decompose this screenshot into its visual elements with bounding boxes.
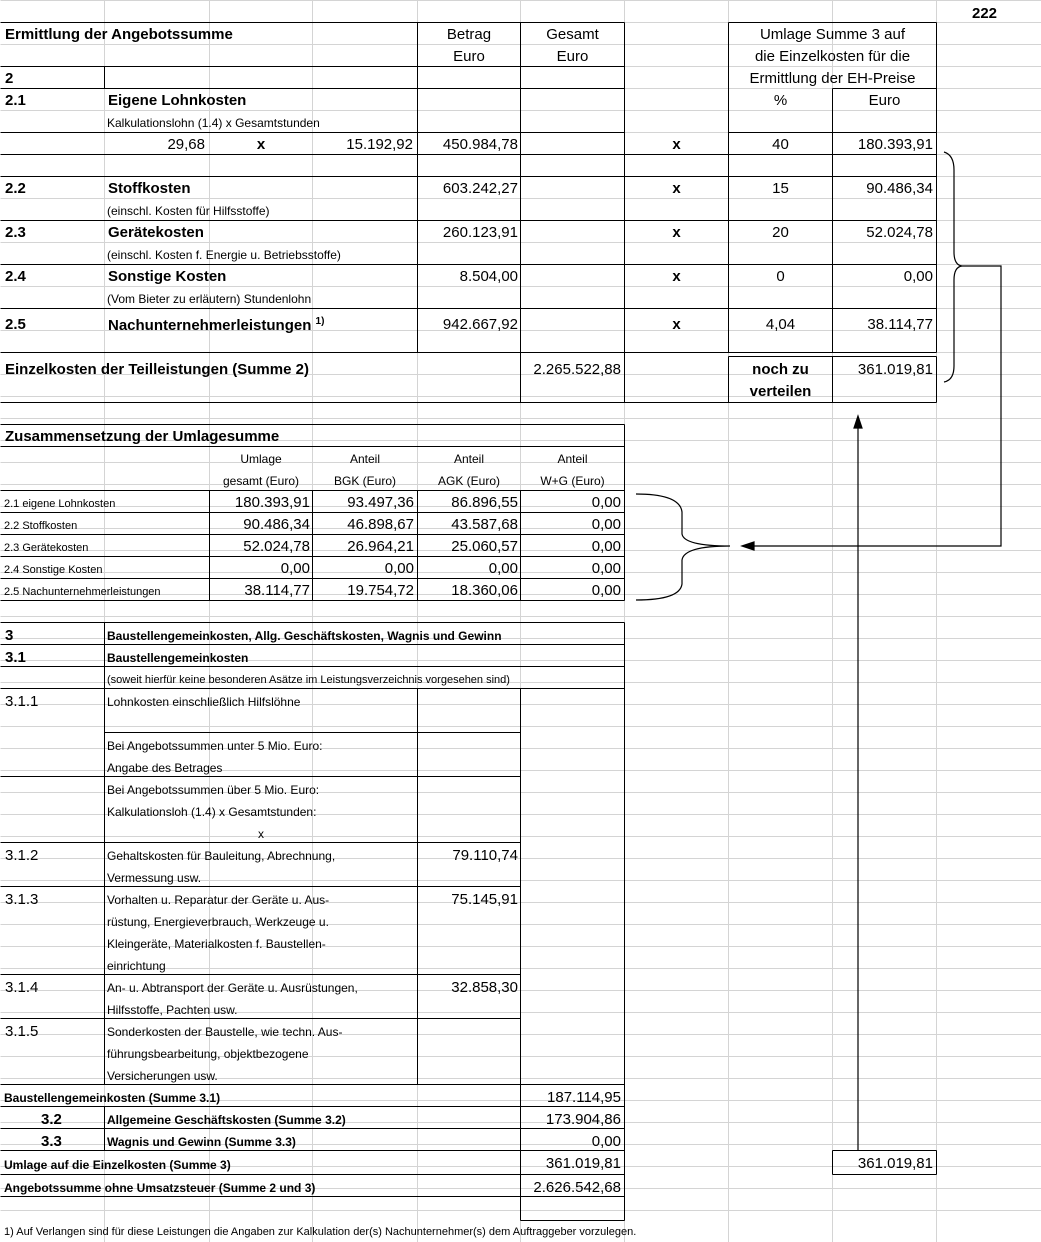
row-2-3-betrag: 260.123,91 [442,224,518,241]
umlage-row-label: 2.5 Nachunternehmerleistungen [4,586,161,598]
umlage-row-bgk: 46.898,67 [347,516,414,533]
item-3-1-2-value: 79.110,74 [452,847,518,864]
arrow-up-icon [854,416,862,428]
row-2-1-euro: 180.393,91 [857,136,933,153]
summe-3-2-value: 173.904,86 [545,1111,621,1128]
over-5-mio-x: x [258,827,264,841]
col-wg-header: Anteil [557,452,588,466]
row-2-5-euro: 38.114,77 [867,316,933,333]
lohn-x: x [256,136,266,153]
item-3-1-3-number: 3.1.3 [5,891,39,908]
row-2-1-sub: Kalkulationslohn (1.4) x Gesamtstunden [107,116,320,130]
summe-3-2-label: Allgemeine Geschäftskosten (Summe 3.2) [107,1113,346,1127]
item-3-1-2-line-2: Vermessung usw. [107,871,202,885]
umlage-header-1: Umlage Summe 3 auf [759,26,906,43]
under-5-mio-line-2: Angabe des Betrages [107,761,223,775]
section-3-title: Baustellengemeinkosten, Allg. Geschäftskosten, Wagnis und Gewinn [107,629,502,643]
row-2-2-betrag: 603.242,27 [442,180,518,197]
row-2-5-betrag: 942.667,92 [442,316,518,333]
percent-header: % [773,92,788,109]
item-3-1-2-number: 3.1.2 [5,847,39,864]
umlage-row-label: 2.4 Sonstige Kosten [4,564,103,576]
item-3-1-5-line-1: Sonderkosten der Baustelle, wie techn. Aus- [107,1025,343,1039]
umlage-row-gesamt: 90.486,34 [243,516,310,533]
item-3-1-3-line-2: rüstung, Energieverbrauch, Werkzeuge u. [107,915,329,929]
section-3-1-title: Baustellengemeinkosten [107,651,249,665]
row-2-4-x: x [672,268,681,285]
noch-zu-verteilen-value: 361.019,81 [857,361,933,378]
verteilen-label: verteilen [749,383,812,400]
umlage-row-bgk: 19.754,72 [347,582,414,599]
page-number: 222 [972,5,998,22]
summe-3-value: 361.019,81 [545,1155,621,1172]
item-3-1-5-line-3: Versicherungen usw. [107,1069,218,1083]
section-2-number: 2 [5,70,14,87]
row-2-1-title: Eigene Lohnkosten [108,92,247,109]
brace-right-icon [944,152,962,382]
item-3-1-4-value: 32.858,30 [451,979,518,996]
item-3-1-3-line-3: Kleingeräte, Materialkosten f. Baustellen- [107,937,326,951]
row-2-1-x: x [672,136,681,153]
row-2-1-number: 2.1 [5,92,26,109]
umlage-row-label: 2.3 Gerätekosten [4,542,89,554]
over-5-mio-line-1: Bei Angebotssummen über 5 Mio. Euro: [107,783,320,797]
row-2-4-title: Sonstige Kosten [108,268,227,285]
col-bgk-unit: BGK (Euro) [333,474,396,488]
euro-header: Euro [868,92,901,109]
angebotssumme-label: Angebotssumme ohne Umsatzsteuer (Summe 2 und 3) [4,1181,316,1195]
brace-right-icon [636,494,730,600]
umlage-row-wg: 0,00 [591,582,621,599]
umlage-row-wg: 0,00 [591,560,621,577]
umlage-row-gesamt: 0,00 [280,560,310,577]
umlage-row-bgk: 93.497,36 [347,494,414,511]
summe-2-value: 2.265.522,88 [533,361,621,378]
row-2-2-title: Stoffkosten [108,180,191,197]
row-2-2-sub: (einschl. Kosten für Hilfsstoffe) [107,204,270,218]
umlage-row-bgk: 0,00 [384,560,414,577]
item-3-1-5-line-2: führungsbearbeitung, objektbezogene [107,1047,309,1061]
section-3-1-note: (soweit hierfür keine besonderen Asätze im Leistungsverzeichnis vorgesehen sind) [107,674,510,686]
row-2-3-euro: 52.024,78 [866,224,933,241]
summe-3-transfer-value: 361.019,81 [857,1155,933,1172]
row-2-2-x: x [672,180,681,197]
lohn-hours: 15.192,92 [346,136,413,153]
col-umlage-header: Umlage [240,452,282,466]
over-5-mio-line-2: Kalkulationsloh (1.4) x Gesamtstunden: [107,805,317,819]
betrag-header: Betrag [446,26,492,43]
lohn-rate: 29,68 [167,136,205,153]
umlage-row-label: 2.2 Stoffkosten [4,520,78,532]
footnote-marker: 1) [315,316,325,327]
summe-3-label: Umlage auf die Einzelkosten (Summe 3) [4,1158,231,1172]
row-2-3-sub: (einschl. Kosten f. Energie u. Betriebsstoffe) [107,248,341,262]
umlage-row-agk: 0,00 [488,560,518,577]
noch-zu-label: noch zu [752,361,809,378]
arrow-left-icon [742,542,754,550]
section-3-1-number: 3.1 [5,649,26,666]
row-2-3-title: Gerätekosten [108,224,204,241]
row-2-2-percent: 15 [772,180,789,197]
betrag-unit: Euro [453,48,485,65]
item-3-1-4-number: 3.1.4 [5,979,39,996]
umlage-row-gesamt: 180.393,91 [234,494,310,511]
under-5-mio-line-1: Bei Angebotssummen unter 5 Mio. Euro: [107,739,323,753]
row-2-4-euro: 0,00 [903,268,933,285]
item-3-1-2-line-1: Gehaltskosten für Bauleitung, Abrechnung, [107,849,336,863]
summe-3-3-label: Wagnis und Gewinn (Summe 3.3) [107,1135,296,1149]
row-2-5-x: x [672,316,681,333]
umlage-row-agk: 25.060,57 [451,538,518,555]
summe-2-label: Einzelkosten der Teilleistungen (Summe 2) [5,361,309,378]
row-2-1-percent: 40 [772,136,789,153]
row-2-3-number: 2.3 [5,224,26,241]
angebotssumme-value: 2.626.542,68 [533,1179,621,1196]
row-2-2-euro: 90.486,34 [866,180,933,197]
row-2-3-percent: 20 [772,224,789,241]
col-agk-unit: AGK (Euro) [437,474,500,488]
gesamt-header: Gesamt [546,26,599,43]
umlage-row-gesamt: 38.114,77 [244,582,310,599]
row-2-3-x: x [672,224,681,241]
umlage-header-3: Ermittlung der EH-Preise [749,70,916,87]
umlage-row-gesamt: 52.024,78 [243,538,310,555]
row-2-4-percent: 0 [776,268,785,285]
zusammensetzung-title: Zusammensetzung der Umlagesumme [5,428,280,445]
umlage-row-wg: 0,00 [591,516,621,533]
umlage-row-agk: 43.587,68 [451,516,518,533]
section-3-3-number: 3.3 [41,1133,62,1150]
section-3-2-number: 3.2 [41,1111,62,1128]
umlage-row-agk: 86.896,55 [451,494,518,511]
item-3-1-5-number: 3.1.5 [5,1023,39,1040]
section-title: Ermittlung der Angebotssumme [5,26,233,43]
umlage-row-wg: 0,00 [591,538,621,555]
summe-3-1-value: 187.114,95 [547,1089,621,1106]
row-2-1-betrag: 450.984,78 [442,136,518,153]
umlage-header-2: die Einzelkosten für die [754,48,911,65]
umlage-row-bgk: 26.964,21 [347,538,414,555]
umlage-row-wg: 0,00 [591,494,621,511]
row-2-5-title-text: Nachunternehmerleistungen [108,317,312,334]
row-2-5-percent: 4,04 [765,316,796,333]
summe-3-1-label: Baustellengemeinkosten (Summe 3.1) [4,1091,221,1105]
item-3-1-1-text: Lohnkosten einschließlich Hilfslöhne [107,695,301,709]
gesamt-unit: Euro [556,48,589,65]
row-2-5-number: 2.5 [5,316,26,333]
col-agk-header: Anteil [453,452,485,466]
row-2-4-sub: (Vom Bieter zu erläutern) Stundenlohn [107,292,312,306]
col-bgk-header: Anteil [349,452,381,466]
summe-3-3-value: 0,00 [591,1133,621,1150]
item-3-1-4-line-1: An- u. Abtransport der Geräte u. Ausrüstungen, [107,981,358,995]
umlage-row-agk: 18.360,06 [451,582,518,599]
item-3-1-3-line-1: Vorhalten u. Reparatur der Geräte u. Aus- [107,893,330,907]
item-3-1-3-line-4: einrichtung [107,959,166,973]
section-3-number: 3 [5,627,14,644]
item-3-1-3-value: 75.145,91 [451,891,518,908]
col-umlage-unit: gesamt (Euro) [222,474,300,488]
col-wg-unit: W+G (Euro) [540,474,605,488]
footnote: 1) Auf Verlangen sind für diese Leistungen die Angaben zur Kalkulation der(s) Nachunternehmer(s) dem Auftraggeber vorzulegen. [4,1226,637,1238]
row-2-2-number: 2.2 [5,180,26,197]
row-2-5-title [108,317,324,333]
row-2-4-number: 2.4 [5,268,26,285]
umlage-row-label: 2.1 eigene Lohnkosten [4,498,116,510]
row-2-4-betrag: 8.504,00 [459,268,518,285]
item-3-1-1-number: 3.1.1 [5,693,39,710]
item-3-1-4-line-2: Hilfsstoffe, Pachten usw. [107,1003,238,1017]
